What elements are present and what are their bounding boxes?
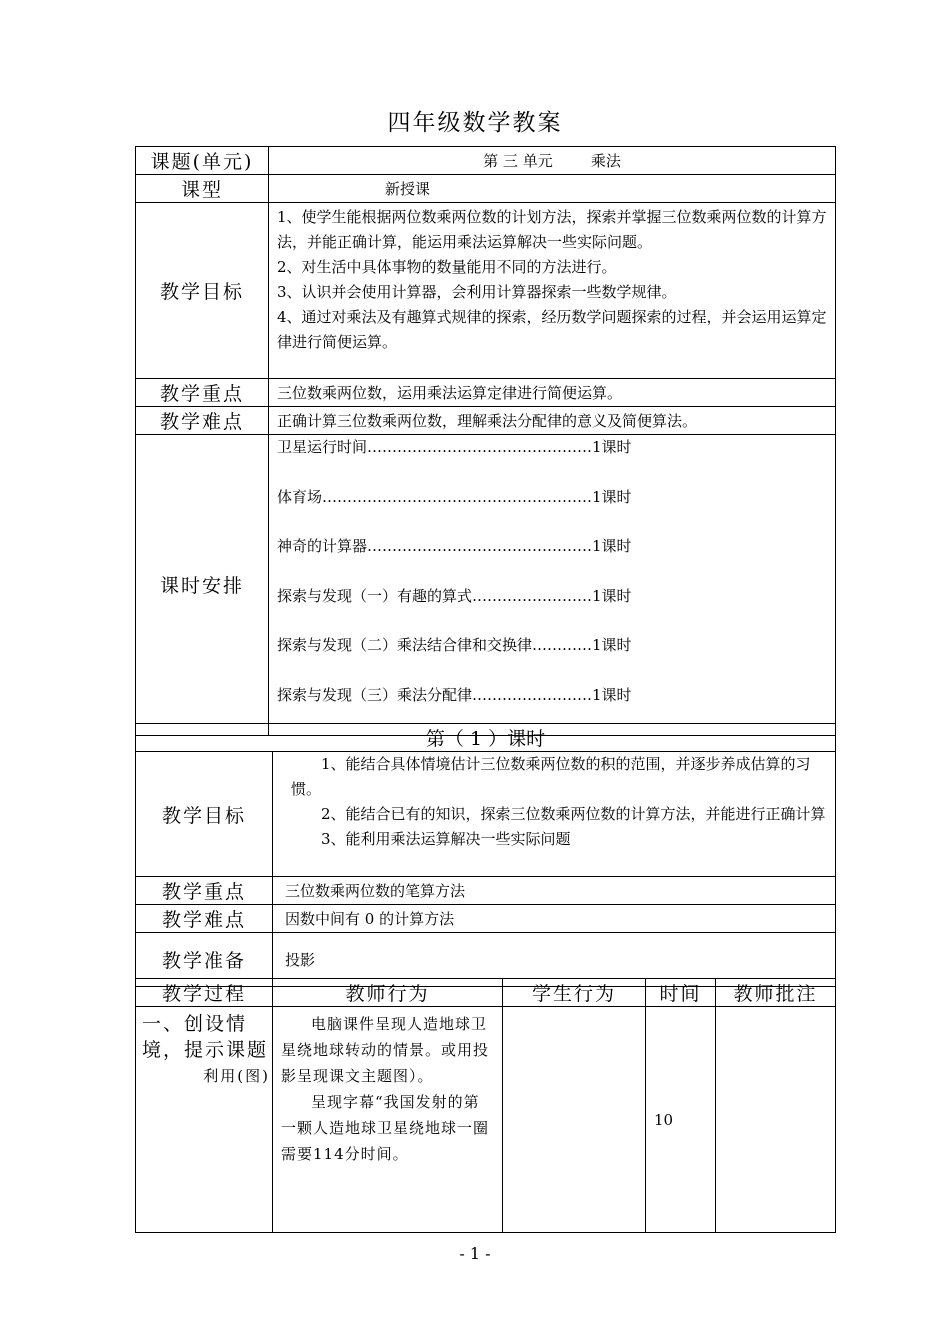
goals-list bbox=[269, 203, 836, 379]
lesson-goal-item: 3、能利用乘法运算解决一些实际问题 bbox=[321, 830, 571, 848]
process-time-cell: 10 bbox=[646, 1007, 716, 1233]
goal-item: 4、通过对乘法及有趣算式规律的探索，经历数学问题探索的过程，并会运用运算定律进行简便运算。 bbox=[277, 308, 827, 351]
lesson-focus-value: 三位数乘两位数的笔算方法 bbox=[273, 877, 836, 905]
unit-table bbox=[135, 146, 836, 736]
topic-value: 第 三 单元 乘法 bbox=[269, 147, 836, 175]
topic-label: 课题(单元) bbox=[136, 147, 269, 175]
focus-label: 教学重点 bbox=[136, 379, 269, 407]
schedule-item: 卫星运行时间………………………………………1课时 bbox=[277, 438, 632, 456]
difficulty-value: 正确计算三位数乘两位数，理解乘法分配律的意义及简便算法。 bbox=[269, 407, 836, 435]
lesson-table bbox=[135, 723, 836, 987]
goal-item: 3、认识并会使用计算器，会利用计算器探索一些数学规律。 bbox=[277, 283, 677, 301]
teacher-paragraph: 呈现字幕“我国发射的第一颗人造地球卫星绕地球一圈需要114分时间。 bbox=[281, 1093, 490, 1163]
lesson-prep-label: 教学准备 bbox=[136, 933, 273, 987]
lesson-goals-list bbox=[273, 752, 836, 877]
schedule-item: 探索与发现（一）有趣的算式……………………1课时 bbox=[277, 586, 632, 605]
process-note-cell bbox=[716, 1007, 836, 1233]
goals-label: 教学目标 bbox=[136, 203, 269, 379]
goal-item: 2、对生活中具体事物的数量能用不同的方法进行。 bbox=[277, 258, 617, 276]
focus-value: 三位数乘两位数，运用乘法运算定律进行简便运算。 bbox=[269, 379, 836, 407]
page-number: - 1 - bbox=[459, 1244, 491, 1263]
process-student-cell bbox=[503, 1007, 646, 1233]
process-table bbox=[135, 978, 836, 1233]
schedule-item: 神奇的计算器………………………………………1课时 bbox=[277, 537, 632, 556]
lesson-goals-label: 教学目标 bbox=[136, 752, 273, 877]
lesson-prep-value: 投影 bbox=[273, 933, 836, 987]
type-value: 新授课 bbox=[269, 175, 836, 203]
schedule-item: 探索与发现（三）乘法分配律……………………1课时 bbox=[277, 685, 632, 704]
process-stage-cell bbox=[136, 1007, 273, 1233]
lesson-focus-label: 教学重点 bbox=[136, 877, 273, 905]
difficulty-label: 教学难点 bbox=[136, 407, 269, 435]
schedule-list bbox=[269, 435, 836, 736]
process-header-teacher: 教师行为 bbox=[273, 979, 503, 1007]
process-stage-text: 一、创设情境，提示课题 bbox=[142, 1013, 269, 1061]
type-label: 课型 bbox=[136, 175, 269, 203]
process-header-stage: 教学过程 bbox=[136, 979, 273, 1007]
process-header-time: 时间 bbox=[646, 979, 716, 1007]
schedule-label: 课时安排 bbox=[136, 435, 269, 736]
lesson-goal-item: 2、能结合已有的知识，探索三位数乘两位数的计算方法，并能进行正确计算 bbox=[321, 805, 826, 823]
process-stage-overflow: 利用(图) bbox=[203, 1067, 270, 1085]
schedule-item: 体育场………………………………………………1课时 bbox=[277, 487, 632, 506]
goal-item: 1、使学生能根据两位数乘两位数的计划方法，探索并掌握三位数乘两位数的计算方法，并能正确计算，能运用乘法运算解决一些实际问题。 bbox=[277, 208, 827, 251]
lesson-goal-item: 1、能结合具体情境估计三位数乘两位数的积的范围，并逐步养成估算的习惯。 bbox=[291, 755, 811, 798]
lesson-header: 第（ 1 ）课时 bbox=[136, 724, 836, 752]
process-header-student: 学生行为 bbox=[503, 979, 646, 1007]
process-header-notes: 教师批注 bbox=[716, 979, 836, 1007]
lesson-difficulty-value: 因数中间有 0 的计算方法 bbox=[273, 905, 836, 933]
teacher-paragraph: 电脑课件呈现人造地球卫星绕地球转动的情景。或用投影呈现课文主题图）。 bbox=[281, 1015, 490, 1085]
lesson-difficulty-label: 教学难点 bbox=[136, 905, 273, 933]
page-title: 四年级数学教案 bbox=[387, 110, 563, 136]
process-teacher-cell bbox=[273, 1007, 503, 1233]
schedule-item: 探索与发现（二）乘法结合律和交换律…………1课时 bbox=[277, 636, 632, 655]
